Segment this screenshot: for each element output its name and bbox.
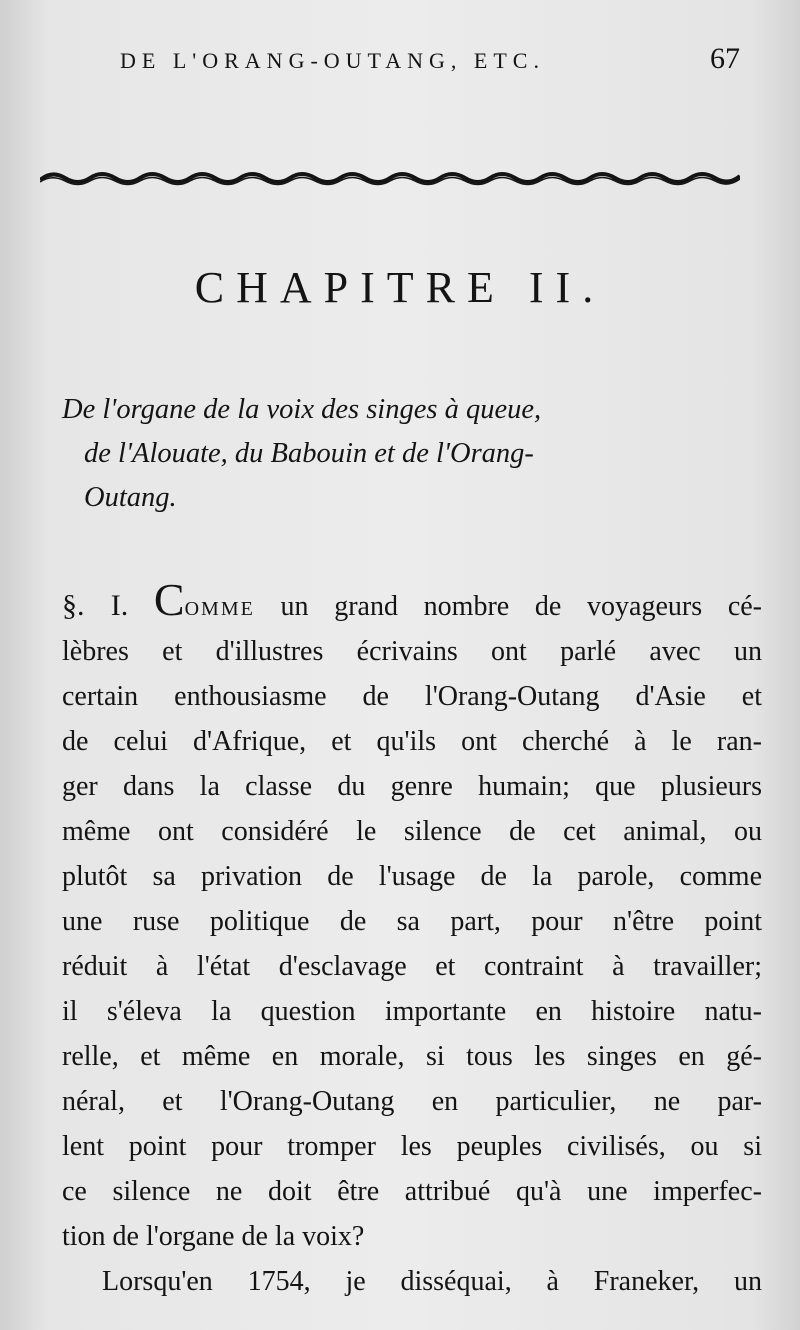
body-line: néral, et l'Orang-Outang en particulier, ne par- [62,1086,762,1117]
page-number: 67 [710,42,740,75]
body-line: tion de l'organe de la voix? [62,1221,365,1252]
body-line: de celui d'Afrique, et qu'ils ont cherché à le ran- [62,726,762,757]
drop-cap: C [153,574,185,625]
chapter-subtitle [62,388,752,520]
body-line: plutôt sa privation de l'usage de la parole, comme [62,861,762,892]
body-line: même ont considéré le silence de cet animal, ou [62,816,762,847]
subtitle-line: Outang. [84,482,177,513]
body-line: ce silence ne doit être attribué qu'à une imperfec- [62,1176,762,1207]
body-second-paragraph-line: Lorsqu'en 1754, je disséquai, à Franeker, un [102,1266,762,1297]
subtitle-line: De l'organe de la voix des singes à queue, [62,394,542,425]
body-text-run: un grand nombre de voyageurs cé- [254,591,763,622]
subtitle-line: de l'Alouate, du Babouin et de l'Orang- [84,438,534,469]
body-line: relle, et même en morale, si tous les singes en gé- [62,1041,762,1072]
section-mark: §. I. [62,589,129,622]
body-text [62,574,763,1304]
chapter-title: CHAPITRE II. [194,263,606,312]
wavy-rule-ornament [40,168,740,188]
body-line: il s'éleva la question importante en histoire natu- [62,996,762,1027]
body-line: lèbres et d'illustres écrivains ont parlé avec un [62,636,762,667]
body-line: une ruse politique de sa part, pour n'être point [62,906,762,937]
small-caps-word: omme [184,591,255,622]
body-line: réduit à l'état d'esclavage et contraint à travailler; [62,951,762,982]
running-title: DE L'ORANG-OUTANG, ETC. [120,48,545,73]
body-line: certain enthousiasme de l'Orang-Outang d'Asie et [62,681,762,712]
page-header [120,42,740,82]
body-line: ger dans la classe du genre humain; que plusieurs [62,771,762,802]
body-line: lent point pour tromper les peuples civilisés, ou si [62,1131,762,1162]
body-first-line [62,574,763,629]
